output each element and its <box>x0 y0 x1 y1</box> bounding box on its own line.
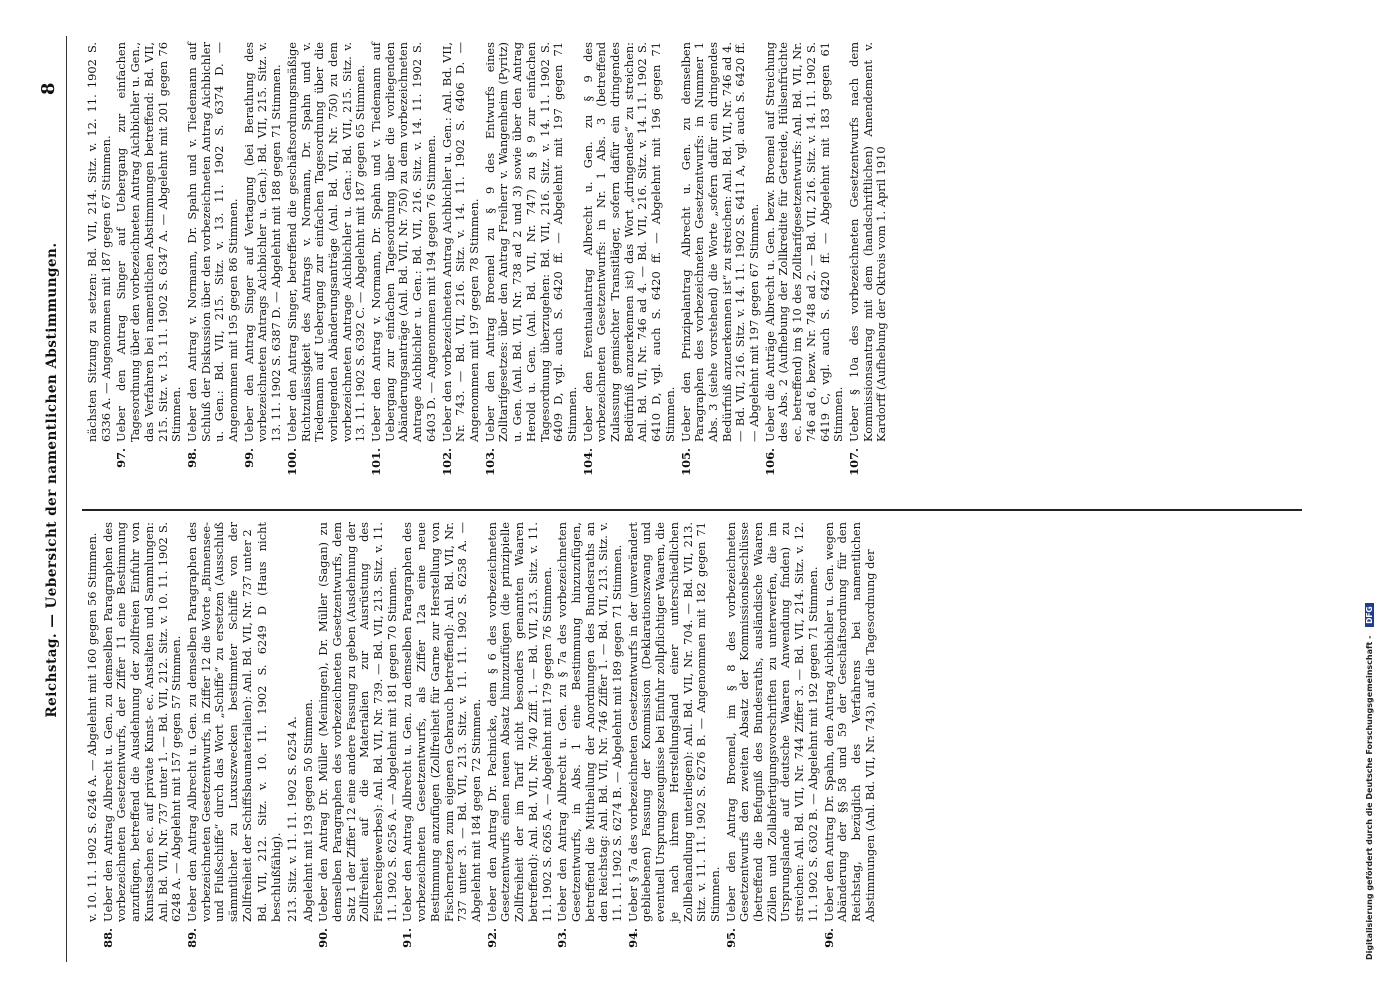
vote-entry <box>115 42 184 482</box>
vote-entry <box>725 522 821 962</box>
entry-text: Ueber § 7a des vorbezeichneten Gesetzentwurfs in der (unverändert gebliebenen) Fassung der Kommission (Deklarationszwang und eventuell Ursprungszeugnisse bei Einfuhr zollpflichtiger Waaren, die je nach ihrem Herstellungsland einer unterschiedlichen Zollbehandlung unterliegen): Anl. Bd. VII, Nr. 704. — Bd. VII, 213. Sitz. v. 11. 11. 1902 S. 6276 B. — Angenommen mit 182 gegen 71 Stimmen. <box>625 522 722 922</box>
entry-number <box>286 922 300 962</box>
entry-text: Ueber den Prinzipalantrag Albrecht u. Gen. zu demselben Paragraphen des vorbezeichneten Gesetzentwurfs: in Nummer 1 Abs. 3 (siehe vorstehend) die Worte „sofern dafür ein dringendes Bedürfniß anzuerkennen ist“ zu streichen: Anl. Bd. VII, Nr. 746 ad 4. — Bd. VII, 216. Sitz. v. 14. 11. 1902 S. 6411 A, vgl. auch S. 6420 ff. — Abgelehnt mit 197 gegen 67 Stimmen. <box>678 42 762 442</box>
entry-number: 102. <box>439 448 454 476</box>
entry-number: 107. <box>846 448 861 476</box>
vote-entry <box>764 42 846 482</box>
entry-number: 100. <box>284 448 299 476</box>
digitization-note: Digitalisierung gefördert durch die Deutsche Forschungsgemeinschaft - <box>1365 635 1374 960</box>
entry-text: Ueber den Antrag Albrecht u. Gen. zu demselben Paragraphen des vorbezeichneten Gesetzentwurfs, der Ziffer 11 eine Bestimmung anzufügen, betreffend die Ausdehnung der zollfreien Einfuhr von Kunstsachen ec. auf private Kunst- ec. Anstalten und Sammlungen: Anl. Bd. VII, Nr. 737 unter 1. — Bd. VII, 212. Sitz. v. 10. 11. 1902 S. 6248 A. — Abgelehnt mit 157 gegen 57 Stimmen. <box>100 522 184 922</box>
right-column <box>86 42 891 482</box>
entry-text: Abgelehnt mit 193 gegen 50 Stimmen. <box>300 698 315 922</box>
entry-text: Ueber den Antrag Albrecht u. Gen. zu demselben Paragraphen des vorbezeichneten Gesetzentwurfs, als Ziffer 12a eine neue Bestimmung anzufügen (Zollfreiheit für Garne zur Herstellung von Fischernetzen zum eigenen Gebrauch betreffend): Anl. Bd. VII, Nr. 737 unter 3. — Bd. VII, 213. Sitz. v. 11. 11. 1902 S. 6258 A. — Abgelehnt mit 184 gegen 72 Stimmen. <box>400 522 483 922</box>
entry-number: 88. <box>100 928 115 948</box>
vote-entry <box>823 522 878 962</box>
entry-number <box>302 922 316 962</box>
digitization-footer <box>1365 40 1374 960</box>
entry-text: Ueber den Antrag Singer auf Vertagung (bei Berathung des vorbezeichneten Antrags Aichbichler u. Gen.): Bd. VII, 215. Sitz. v. 13. 11. 1902 S. 6387 D. — Abgelehnt mit 188 gegen 71 Stimmen. <box>241 42 284 442</box>
entry-number: 89. <box>184 928 199 948</box>
vote-entry <box>256 522 283 962</box>
header-rule <box>66 36 67 962</box>
vote-entry <box>486 522 555 962</box>
vote-entry <box>302 522 316 962</box>
vote-entry <box>186 42 241 482</box>
vote-entry <box>186 522 255 962</box>
entry-text: Ueber den Antrag Broemel zu § 9 des Entwurfs eines Zolltarifgesetzes: über den Antrag Freiherr v. Wangenheim (Pyritz) u. Gen. (Anl. Bd. VII, Nr. 738 ad 2 und 3) sowie über den Antrag Herold u. Gen. (Anl. Bd. VII, Nr. 747) zu § 9 zur einfachen Tagesordnung überzugehen: Bd. VII, 216. Sitz. v. 14. 11. 1902 S. 6409 D, vgl. auch S. 6420 ff. — Abgelehnt mit 197 gegen 71 Stimmen. <box>482 42 579 442</box>
vote-entry <box>102 522 184 962</box>
vote-entry <box>627 522 723 962</box>
left-column-continuation: v. 10. 11. 1902 S. 6246 A. — Abgelehnt mit 160 gegen 56 Stimmen. <box>85 532 99 922</box>
entry-text: Ueber die Anträge Albrecht u. Gen. bezw. Broemel auf Streichung des Abs. 2 (Aufhebung der Zollkredite für Getreide, Hülsenfrüchte ec. betreffend) im § 10 des Zolltarifgesetzentwurfs: Anl. Bd. VII, Nr. 746 ad 6, bezw. Nr. 748 ad 2. — Bd. VII, 216. Sitz. v. 14. 11. 1902 S. 6419 C, vgl. auch S. 6420 ff. — Abgelehnt mit 183 gegen 61 Stimmen. <box>762 42 846 442</box>
entry-text: Bd. VII, 212. Sitz. v. 10. 11. 1902 S. 6249 D (Haus nicht beschlußfähig). <box>255 522 284 922</box>
entry-text: Ueber den Antrag Singer, betreffend die geschäftsordnungsmäßige Richtzulässigkeit des Antrags v. Normann, Dr. Spahn und v. Tiedemann auf Uebergang zur einfachen Tagesordnung über die vorliegenden Abänderungsanträge (Anl. Bd. VII, Nr. 750) zu dem vorbezeichneten Antrage Aichbichler u. Gen.: Bd. VII, 215. Sitz. v. 13. 11. 1902 S. 6392 C. — Abgelehnt mit 187 gegen 65 Stimmen. <box>284 42 368 442</box>
entry-number: 101. <box>369 448 384 476</box>
entry-number: 97. <box>114 448 129 468</box>
entry-number: 99. <box>241 448 256 468</box>
entry-number: 96. <box>821 928 836 948</box>
entry-text: Ueber den Antrag Albrecht u. Gen. zu § 7a des vorbezeichneten Gesetzentwurfs, in Abs. 1 eine Bestimmung hinzuzufügen, betreffend die Mittheilung der Anordnungen des Bundesraths an den Reichstag: Anl. Bd. VII, Nr. 746 Ziffer 1. — Bd. VII, 213. Sitz. v. 11. 11. 1902 S. 6274 B. — Abgelehnt mit 189 gegen 71 Stimmen. <box>555 522 625 922</box>
vote-entry <box>286 42 368 482</box>
entry-number: 106. <box>762 448 777 476</box>
left-column <box>86 522 879 962</box>
entry-number: 91. <box>400 928 415 948</box>
entry-text: Ueber den Antrag Singer auf Uebergang zur einfachen Tagesordnung über den vorbezeichneten Antrag Aichbichler u. Gen., das Verfahren bei namentlichen Abstimmungen betreffend: Bd. VII, 215. Sitz. v. 13. 11. 1902 S. 6347 A. — Abgelehnt mit 201 gegen 76 Stimmen. <box>114 42 184 442</box>
vote-entry <box>441 42 482 482</box>
entry-text: Ueber den Antrag Albrecht u. Gen. zu demselben Paragraphen des vorbezeichneten Gesetzentwurfs, in Ziffer 12 die Worte „Binnensee- und Flußschiffe“ durch das Wort „Schiffe“ zu ersetzen (Ausschluß sämmtlicher zu Luxuszwecken bestimmter Schiffe von der Zollfreiheit der Schiffsbaumaterialien): Anl. Bd. VII, Nr. 737 unter 2 <box>184 522 254 922</box>
vote-entry <box>582 42 678 482</box>
entry-number: 105. <box>678 448 693 476</box>
entry-text: Ueber den Antrag v. Normann, Dr. Spahn und v. Tiedemann auf Schluß der Diskussion über den vorbezeichneten Antrag Aichbichler u. Gen.: Bd. VII, 215. Sitz. v. 13. 11. 1902 S. 6374 D. — Angenommen mit 195 gegen 86 Stimmen. <box>184 42 241 442</box>
entry-text: Ueber den vorbezeichneten Antrag Aichbichler u. Gen.: Anl. Bd. VII, Nr. 743. — Bd. VII, 216. Sitz. v. 14. 11. 1902 S. 6406 D. — Angenommen mit 197 gegen 78 Stimmen. <box>439 42 481 442</box>
entry-text: Ueber § 10a des vorbezeichneten Gesetzentwurfs nach dem Kommissionsantrag mit dem (handschriftlichen) Amendement v. Kardorff (Aufhebung der Oktrois vom 1. April 1910 <box>846 42 889 442</box>
column-divider <box>82 510 1302 512</box>
vote-entry <box>556 522 625 962</box>
entry-number: 95. <box>723 928 738 948</box>
page-header: Reichstag. — Uebersicht der namentlichen Abstimmungen. <box>44 242 60 718</box>
entry-number <box>256 922 283 962</box>
vote-entry <box>370 42 439 482</box>
entry-text: Ueber den Antrag Dr. Pachnicke, dem § 6 des vorbezeichneten Gesetzentwurfs einen neuen Absatz hinzuzufügen (die prinzipielle Zollfreiheit der im Tarif nicht besonders genannten Waaren betreffend): Anl. Bd. VII, Nr. 740 Ziff. 1. — Bd. VII, 213. Sitz. v. 11. 11. 1902 S. 6265 A. — Abgelehnt mit 179 gegen 76 Stimmen. <box>484 522 554 922</box>
vote-entry <box>243 42 284 482</box>
right-column-continuation: nächsten Sitzung zu setzen: Bd. VII, 214. Sitz. v. 12. 11. 1902 S. 6336 A. — Angenommen mit 187 gegen 67 Stimmen. <box>85 42 113 442</box>
entry-number: 98. <box>184 448 199 468</box>
entry-number: 103. <box>482 448 497 476</box>
vote-entry <box>317 522 399 962</box>
page-number: 8 <box>38 81 59 95</box>
vote-entry <box>286 522 300 962</box>
vote-entry <box>401 522 483 962</box>
dfg-logo: DFG <box>1365 603 1374 627</box>
vote-entry <box>484 42 580 482</box>
entry-number: 104. <box>580 448 595 476</box>
entry-number: 94. <box>625 928 640 948</box>
entry-text: Ueber den Eventualantrag Albrecht u. Gen. zu § 9 des vorbezeichneten Gesetzentwurfs: in Nr. 1 Abs. 3 (betreffend Zulassung gemischter Transitläger, sofern dafür ein dringendes Bedürfniß anzuerkennen ist) das Wort „dringendes“ zu streichen: Anl. Bd. VII, Nr. 746 ad 4. — Bd. VII, 216. Sitz. v. 14. 11. 1902 S. 6410 D, vgl. auch S. 6420 ff. — Abgelehnt mit 196 gegen 71 Stimmen. <box>580 42 677 442</box>
entry-number: 93. <box>555 928 570 948</box>
entry-number: 92. <box>484 928 499 948</box>
entry-text: 213. Sitz. v. 11. 11. 1902 S. 6254 A. <box>284 716 299 922</box>
vote-entry <box>848 42 889 482</box>
entry-text: Ueber den Antrag Dr. Spahn, den Antrag Aichbichler u. Gen. wegen Abänderung der §§ 58 und 59 der Geschäftsordnung für den Reichstag, bezüglich des Verfahrens bei namentlichen Abstimmungen (Anl. Bd. VII, Nr. 743), auf die Tagesordnung der <box>821 522 877 922</box>
vote-entry <box>680 42 762 482</box>
entry-text: Ueber den Antrag v. Normann, Dr. Spahn und v. Tiedemann auf Uebergang zur einfachen Tagesordnung über die vorliegenden Abänderungsanträge (Anl. Bd. VII, Nr. 750) zu dem vorbezeichneten Antrage Aichbichler u. Gen.: Bd. VII, 216. Sitz. v. 14. 11. 1902 S. 6403 D. — Angenommen mit 194 gegen 76 Stimmen. <box>369 42 438 442</box>
entry-text: Ueber den Antrag Broemel, im § 8 des vorbezeichneten Gesetzentwurfs den zweiten Absatz der Kommissionsbeschlüsse (betreffend die Befugniß des Bundesraths, ausländische Waaren Zöllen und Zollabfertigungsvorschriften zu unterwerfen, die im Ursprungslande auf deutsche Waaren Anwendung finden) zu streichen: Anl. Bd. VII, Nr. 744 Ziffer 3. — Bd. VII, 214. Sitz. v. 12. 11. 1902 S. 6302 B. — Abgelehnt mit 192 gegen 71 Stimmen. <box>723 522 820 922</box>
entry-number: 90. <box>316 928 331 948</box>
entry-text: Ueber den Antrag Dr. Müller (Meiningen), Dr. Müller (Sagan) zu demselben Paragraphen des vorbezeichneten Gesetzentwurfs, dem Satz 1 der Ziffer 12 eine andere Fassung zu geben (Ausdehnung der Zollfreiheit auf die Materialien zur Ausrüstung des Fischereigewerbes): Anl. Bd. VII, Nr. 739. — Bd. VII, 213. Sitz. v. 11. 11. 1902 S. 6256 A. — Abgelehnt mit 181 gegen 70 Stimmen. <box>316 522 399 922</box>
